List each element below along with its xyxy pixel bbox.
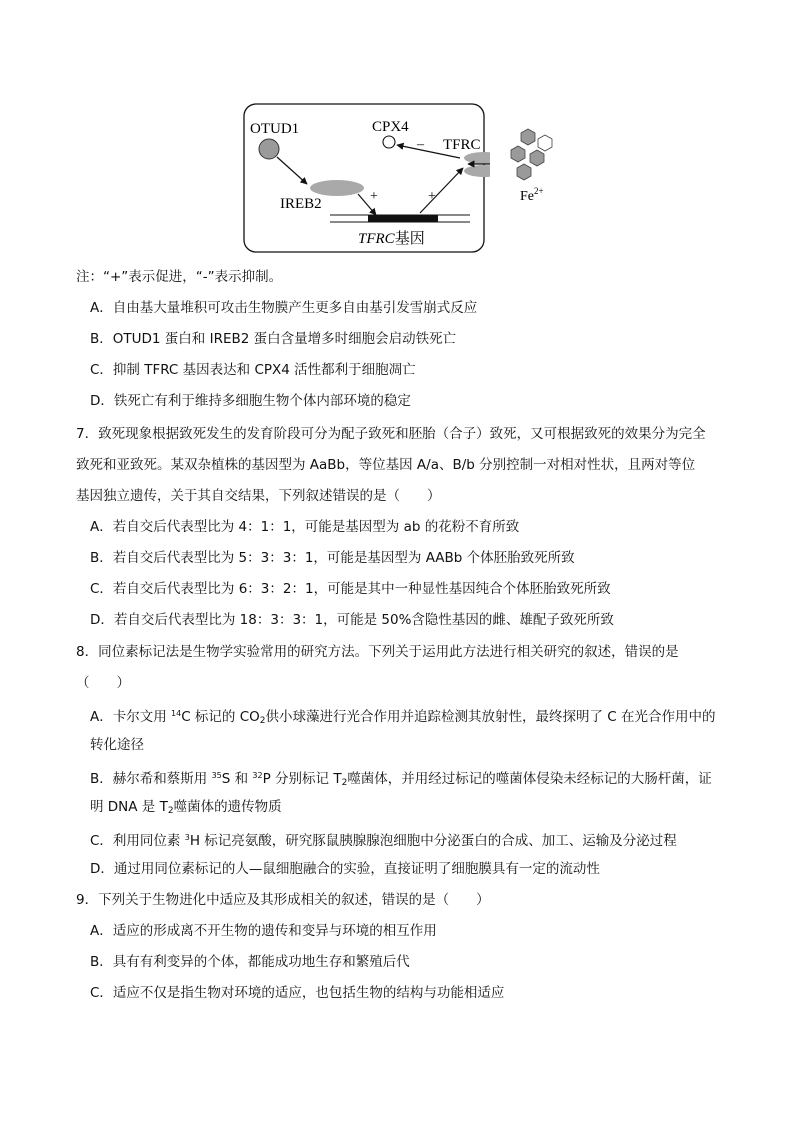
ireb2-label: IREB2 bbox=[280, 196, 322, 212]
tfrc-gene-label: TFRC基因 bbox=[358, 231, 425, 247]
gene-to-tfrc-arrow bbox=[420, 168, 463, 213]
q8-option-b: B．赫尔希和蔡斯用 $^{35}$S 和 $^{32}$P 分别标记 $T_2$噬菌体，并用经过标记的噬菌体侵染未经标记的大肠杆菌，证 bbox=[90, 771, 712, 788]
fe-hexagon bbox=[511, 146, 525, 162]
gene-plus-sign: + bbox=[428, 189, 436, 204]
q8-option-b-cont: 明 DNA 是 $T_2$噬菌体的遗传物质 bbox=[90, 799, 282, 816]
ireb2-plus-sign: + bbox=[370, 189, 378, 204]
fe-hexagon bbox=[517, 164, 531, 180]
cpx4-protein bbox=[383, 136, 395, 148]
tfrc-label: TFRC bbox=[443, 137, 481, 153]
q9-stem: 9．下列关于生物进化中适应及其形成相关的叙述，错误的是（ ） bbox=[76, 892, 490, 908]
ireb2-protein bbox=[310, 180, 364, 196]
tfrc-receptor-bottom bbox=[464, 165, 490, 177]
diagram-note: 注：“+”表示促进，“-”表示抑制。 bbox=[76, 269, 283, 285]
q8-option-a-cont: 转化途径 bbox=[90, 737, 144, 753]
q8-option-c: C．利用同位素 $^3$H 标记亮氨酸，研究豚鼠胰腺腺泡细胞中分泌蛋白的合成、加工、运输及分泌过程 bbox=[90, 833, 677, 849]
otud1-to-ireb2-arrow bbox=[277, 157, 307, 184]
q7-option-d: D．若自交后代表型比为 18：3：3：1，可能是 50%含隐性基因的雌、雄配子致死所致 bbox=[90, 612, 614, 628]
tfrc-pathway-diagram bbox=[240, 100, 490, 256]
q9-option-b: B．具有有利变异的个体，都能成功地生存和繁殖后代 bbox=[90, 954, 410, 970]
cpx4-label: CPX4 bbox=[372, 119, 409, 135]
q9-option-c: C．适应不仅是指生物对环境的适应，也包括生物的结构与功能相适应 bbox=[90, 985, 505, 1001]
fe-hexagon bbox=[538, 135, 552, 151]
q7-option-b: B．若自交后代表型比为 5：3：3：1，可能是基因型为 AABb 个体胚胎致死所致 bbox=[90, 550, 575, 566]
q7-option-c: C．若自交后代表型比为 6：3：2：1，可能是其中一种显性基因纯合个体胚胎致死所致 bbox=[90, 581, 611, 597]
tfrc-receptor-top bbox=[464, 152, 490, 164]
otud1-protein bbox=[259, 139, 279, 159]
q6-option-a: A．自由基大量堆积可攻击生物膜产生更多自由基引发雪崩式反应 bbox=[90, 300, 478, 316]
q9-option-a: A．适应的形成离不开生物的遗传和变异与环境的相互作用 bbox=[90, 923, 437, 939]
tfrc-gene-segment bbox=[368, 215, 438, 222]
q6-option-b: B．OTUD1 蛋白和 IREB2 蛋白含量增多时细胞会启动铁死亡 bbox=[90, 331, 457, 347]
fe-hexagon bbox=[521, 129, 535, 145]
tfrc-minus-sign: – bbox=[417, 137, 424, 152]
q6-option-c: C．抑制 TFRC 基因表达和 CPX4 活性都利于细胞凋亡 bbox=[90, 362, 416, 378]
q7-stem-line-3: 基因独立遗传，关于其自交结果，下列叙述错误的是（ ） bbox=[76, 488, 441, 504]
q7-option-a: A．若自交后代表型比为 4：1：1，可能是基因型为 ab 的花粉不育所致 bbox=[90, 519, 520, 535]
q7-stem-line-2: 致死和亚致死。某双杂植株的基因型为 AaBb，等位基因 A/a、B/b 分别控制一对相对性状，且两对等位 bbox=[76, 457, 696, 473]
otud1-label: OTUD1 bbox=[250, 121, 300, 137]
q8-option-d: D．通过用同位素标记的人—鼠细胞融合的实验，直接证明了细胞膜具有一定的流动性 bbox=[90, 861, 600, 877]
fe-label: $Fe^{2+}$ bbox=[520, 186, 544, 204]
iron-ion-cluster bbox=[506, 124, 566, 214]
fe-hexagon bbox=[530, 150, 544, 166]
q8-stem-line-2: （ ） bbox=[76, 675, 130, 691]
q8-stem-line-1: 8．同位素标记法是生物学实验常用的研究方法。下列关于运用此方法进行相关研究的叙述，错误的是 bbox=[76, 644, 679, 660]
q8-option-a: A．卡尔文用 $^{14}$C 标记的 $CO_2$供小球藻进行光合作用并追踪检测其放射性，最终探明了 C 在光合作用中的 bbox=[90, 709, 716, 726]
q7-stem-line-1: 7．致死现象根据致死发生的发育阶段可分为配子致死和胚胎（合子）致死，又可根据致死的效果分为完全 bbox=[76, 426, 706, 442]
q6-option-d: D．铁死亡有利于维持多细胞生物个体内部环境的稳定 bbox=[90, 393, 411, 409]
